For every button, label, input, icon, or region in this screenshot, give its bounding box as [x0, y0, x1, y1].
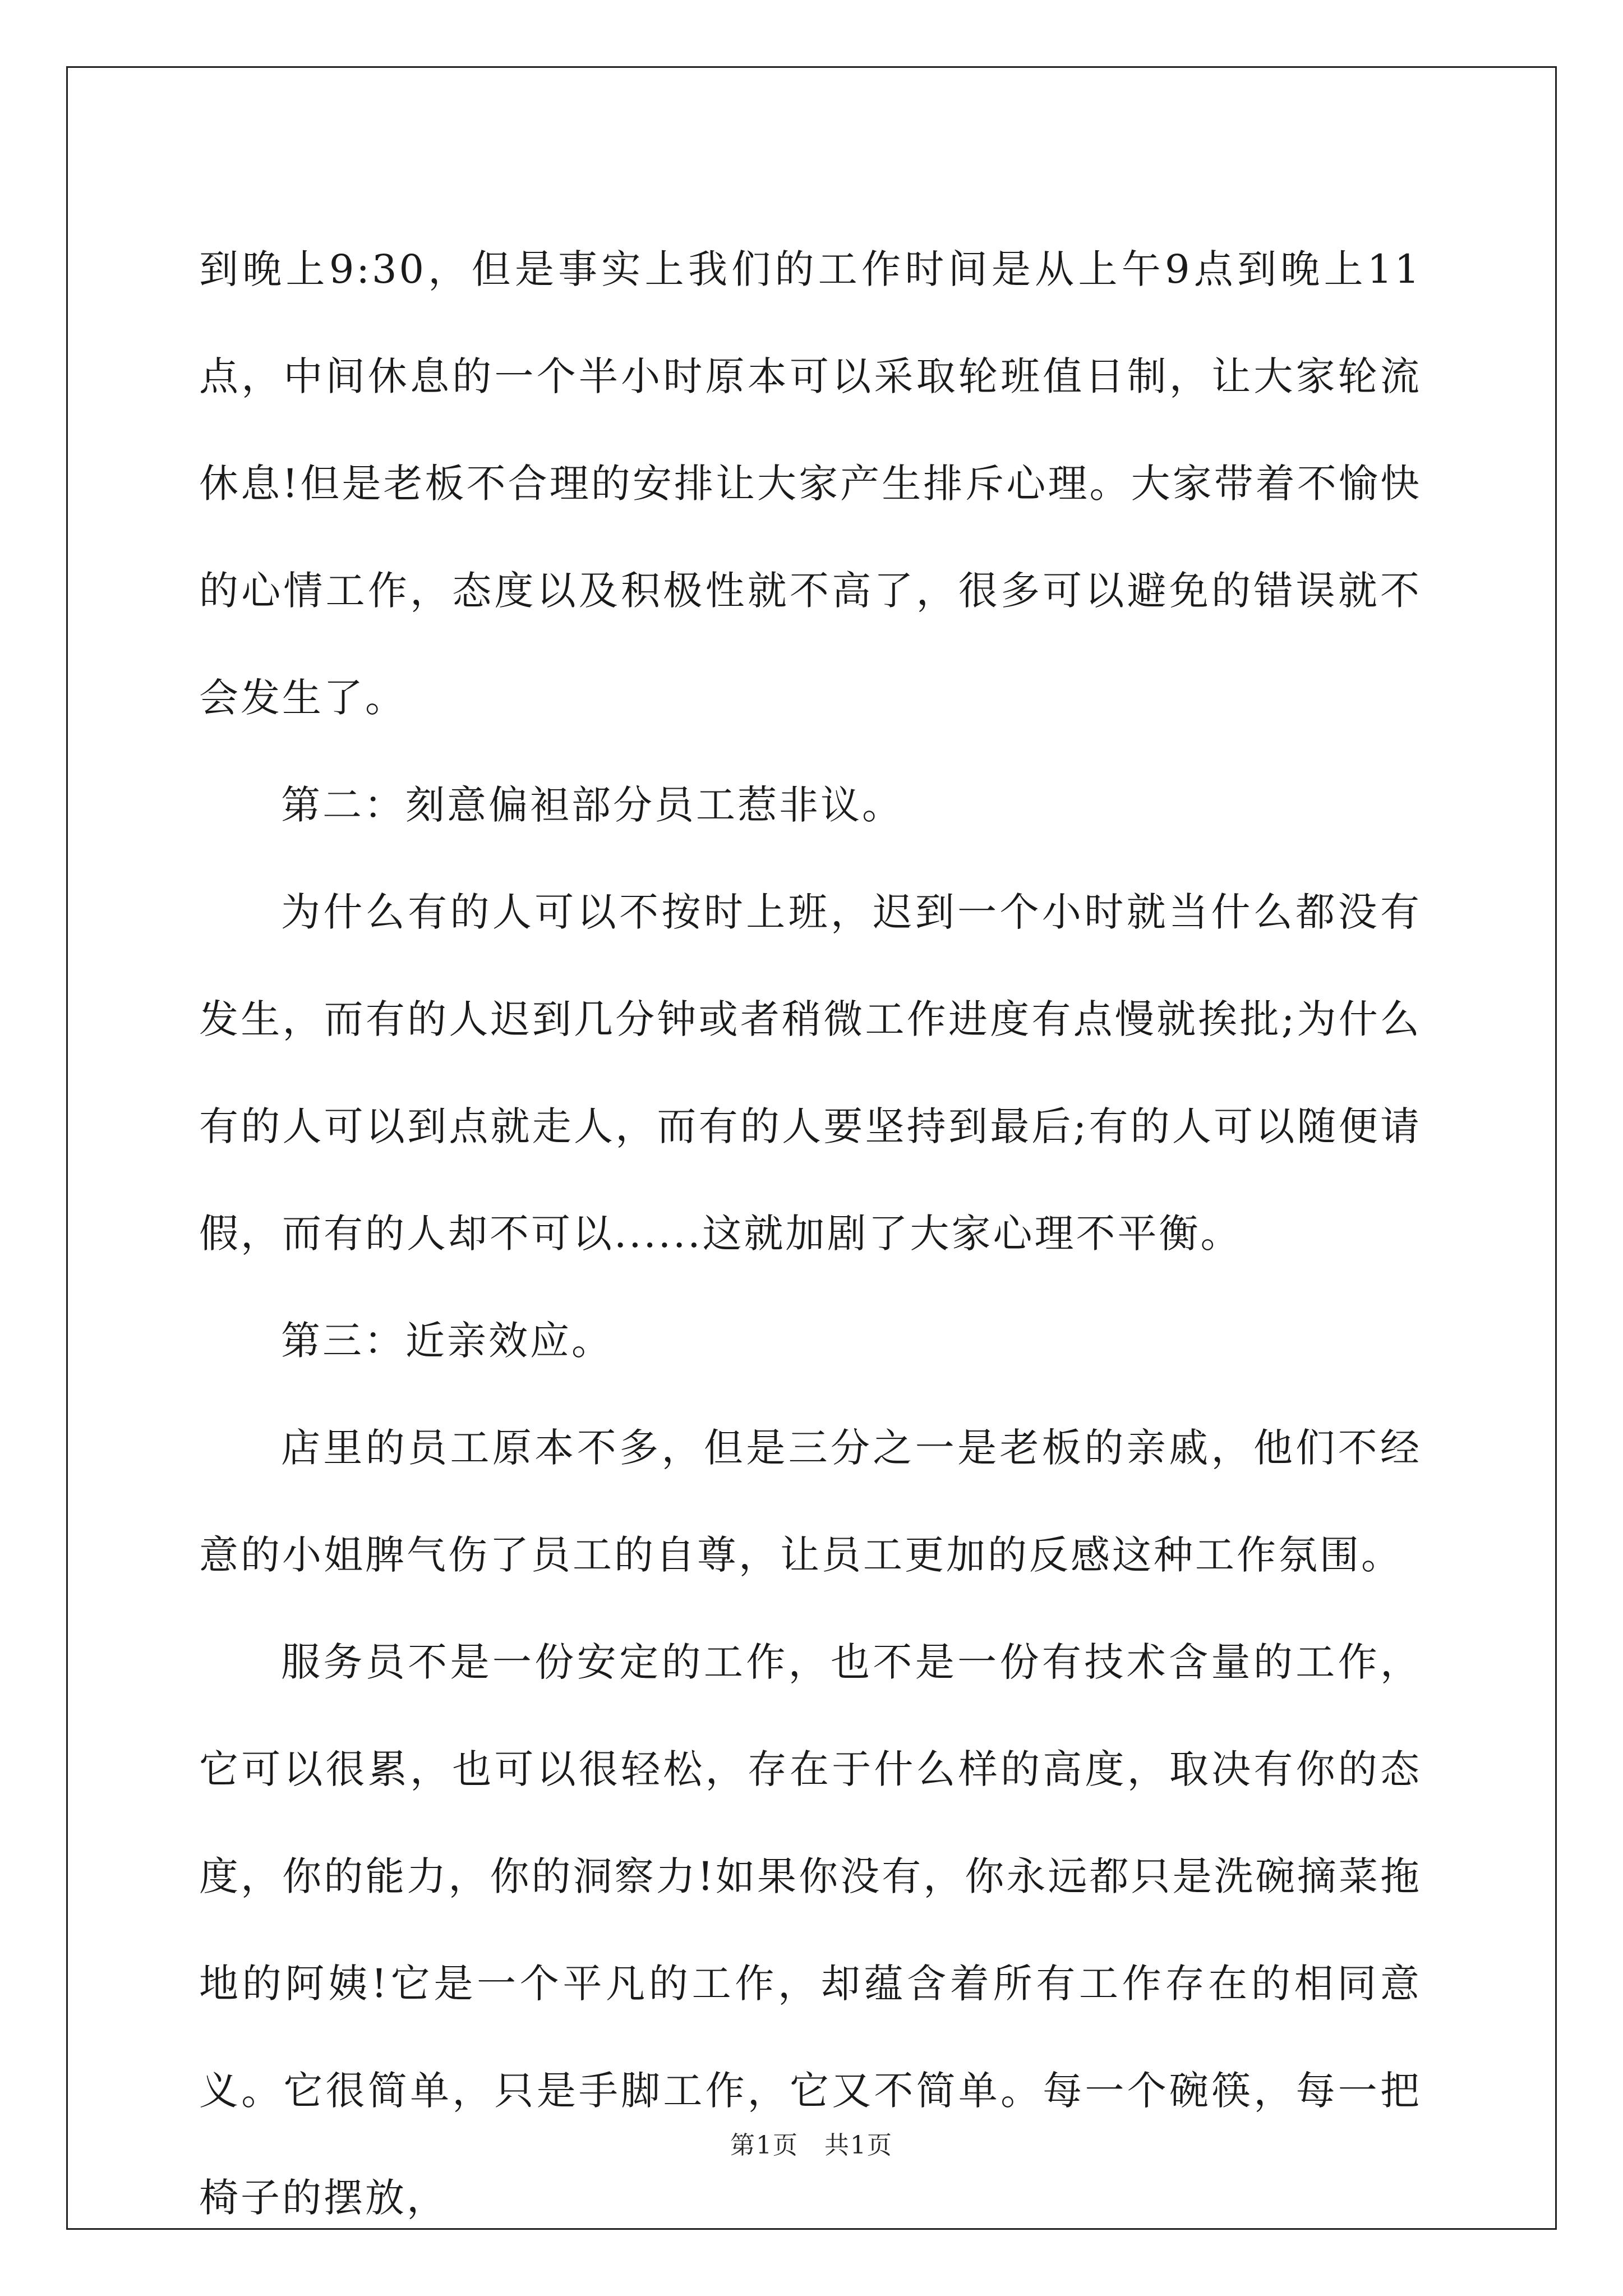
paragraph-4-heading: 第三：近亲效应。: [281, 1318, 613, 1364]
page-footer: [0, 2129, 1623, 2162]
paragraph-2-heading: 第二：刻意偏袒部分员工惹非议。: [281, 782, 903, 828]
paragraph-1: 到晚上9:30，但是事实上我们的工作时间是从上午9点到晚上11点，中间休息的一个半小时原本可以采取轮班值日制，让大家轮流休息!但是老板不合理的安排让大家产生排斥心理。大家带着不愉快的心情工作，态度以及积极性就不高了，很多可以避免的错误就不会发生了。: [199, 246, 1422, 721]
page-total: 共1页: [824, 2131, 893, 2160]
document-body: [199, 216, 1422, 2252]
paragraph-5: 店里的员工原本不多，但是三分之一是老板的亲戚，他们不经意的小姐脾气伤了员工的自尊，让员工更加的反感这种工作氛围。: [199, 1425, 1422, 1578]
page-number: 第1页: [730, 2131, 799, 2160]
paragraph-6: 服务员不是一份安定的工作，也不是一份有技术含量的工作，它可以很累，也可以很轻松，存在于什么样的高度，取决有你的态度，你的能力，你的洞察力!如果你没有，你永远都只是洗碗摘菜拖地的阿姨!它是一个平凡的工作，却蕴含着所有工作存在的相同意义。它很简单，只是手脚工作，它又不简单。每一个碗筷，每一把椅子的摆放，: [199, 1639, 1422, 2221]
paragraph-3: 为什么有的人可以不按时上班，迟到一个小时就当什么都没有发生，而有的人迟到几分钟或者稍微工作进度有点慢就挨批;为什么有的人可以到点就走人，而有的人要坚持到最后;有的人可以随便请假，而有的人却不可以......这就加剧了大家心理不平衡。: [199, 889, 1422, 1257]
